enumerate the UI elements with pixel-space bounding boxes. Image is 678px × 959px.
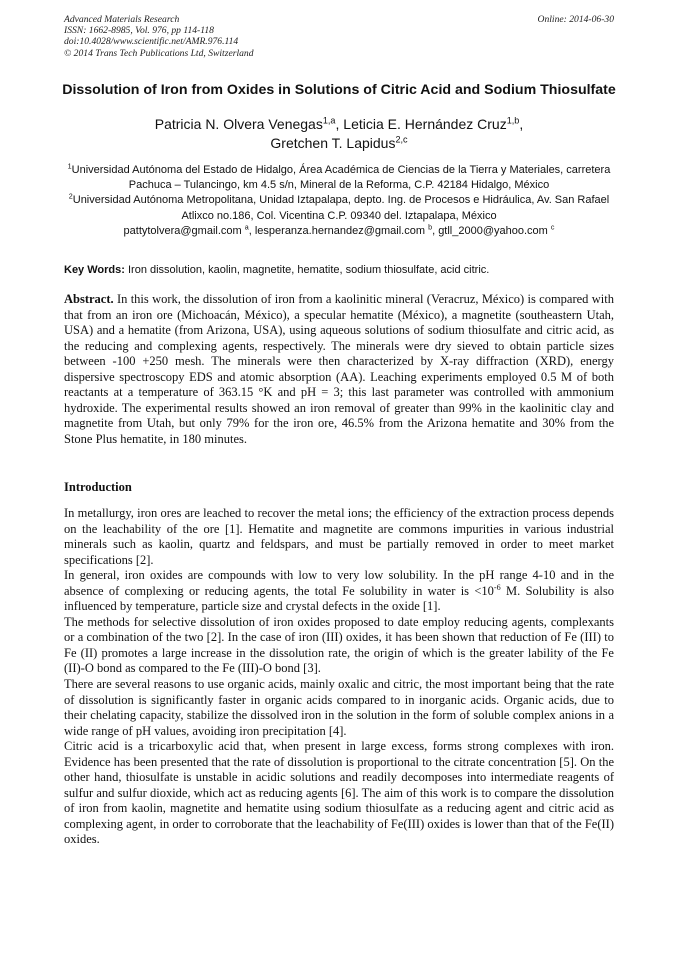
- abstract-text: In this work, the dissolution of iron from a kaolinitic mineral (Veracruz, México) is compared with that from an iron ore (Michoacán, México), a specular hematite (México), a magnetite (southeastern Utah, USA) and a hematite (from Arizona, USA), using aqueous solutions of sodium thiosulfate and citric acid, as the reducing and complexing agents, respectively. The minerals were dry sieved to obtain particle sizes between -100 +250 mesh. The minerals were then characterized by X-ray diffraction (XRD), energy dispersive spectroscopy EDS and atomic absorption (AA). Leaching experiments employed 0.5 M of both reactants at a temperature of 363.15 °K and pH = 3; this last parameter was controlled with ammonium hydroxide. The experimental results showed an iron removal of greater than 99% in the kaolinitic clay and magnetite from Utah, but only 79% for the iron ore, 46.5% from the Arizona hematite and 30% from the Stone Plus hematite, in 180 minutes.: [64, 292, 614, 446]
- running-header: [64, 14, 614, 59]
- author-list: Patricia N. Olvera Venegas$^{1,a}$, Leticia E. Hernández Cruz$^{1,b}$, Gretchen T. Lapidus$^{2,c}$: [154, 115, 524, 151]
- author-name: Leticia E. Hernández Cruz: [343, 116, 507, 132]
- author-affil-sup: 1,a: [322, 115, 336, 126]
- affiliation-1: $^1$Universidad Autónoma del Estado de Hidalgo, Área Académica de Ciencias de la Tierra y Materiales, carretera Pachuca – Tulancingo, km 4.5 s/n, Mineral de la Reforma, C.P. 42184 Hidalgo, México: [67, 162, 611, 192]
- author-affil-sup: 1,b: [506, 115, 520, 126]
- copyright-line: © 2014 Trans Tech Publications Ltd, Switzerland: [64, 47, 254, 59]
- doi-line: doi:10.4028/www.scientific.net/AMR.976.114: [64, 36, 239, 48]
- keywords: [64, 263, 614, 277]
- email-link[interactable]: pattytolvera@gmail.com: [123, 224, 242, 237]
- author-name: Patricia N. Olvera Venegas: [154, 116, 323, 132]
- paper-title: Dissolution of Iron from Oxides in Solutions of Citric Acid and Sodium Thiosulfate: [62, 82, 616, 98]
- author-name: Gretchen T. Lapidus: [270, 135, 396, 151]
- paragraph: The methods for selective dissolution of iron oxides proposed to date employ reducing agents, complexants or a combination of the two [2]. In the case of iron (III) oxides, it has been shown that reduction of Fe (III) to Fe (II) promotes a large increase in the dissolution rate, the origin of which is the greater lability of the Fe (II)-O bond as compared to the Fe (III)-O bond [3].: [64, 614, 614, 676]
- affiliation-2: $^2$Universidad Autónoma Metropolitana, Unidad Iztapalapa, depto. Ing. de Procesos e Hidráulica, Av. San Rafael Atlixco no.186, Col. Vicentina C.P. 09340 del. Iztapalapa, México: [68, 192, 610, 222]
- paragraph: Citric acid is a tricarboxylic acid that, when present in large excess, forms strong complexes with iron. Evidence has been presented that the rate of dissolution is proportional to the citrate concentration [5]. On the other hand, thiosulfate is unstable in acidic solutions and readily decomposes into intermediate reagents of sulfur and sulfur dioxide, which act as reducing agents [6]. The aim of this work is to compare the dissolution of iron from kaolin, magnetite and hematite using sodium thiosulfate as a reducing agent and citric acid as complexing agent, in order to corroborate that the leachability of Fe(III) oxides is lower than that of the Fe(II) oxides.: [64, 739, 614, 847]
- email-line: pattytolvera@gmail.com $^a$, lesperanza.hernandez@gmail.com $^b$, gtll_2000@yahoo.com $^c$: [123, 223, 555, 237]
- online-date: Online: 2014-06-30: [537, 14, 614, 25]
- keywords-label: Key Words:: [64, 264, 125, 276]
- abstract-label: Abstract.: [64, 292, 114, 306]
- email-link[interactable]: lesperanza.hernandez@gmail.com: [254, 224, 426, 237]
- paragraph: There are several reasons to use organic acids, mainly oxalic and citric, the most important being that the rate of dissolution is significantly faster in organic acids compared to in inorganic acids. Organic acids, due to their chelating capacity, stabilize the dissolved iron in the solution in the form of soluble complex anions in a wide range of pH values, avoiding iron precipitation [4].: [64, 677, 614, 738]
- abstract: [64, 292, 614, 447]
- journal-name: Advanced Materials Research: [64, 14, 180, 25]
- introduction-body: [64, 506, 614, 848]
- section-heading-introduction: Introduction: [64, 480, 132, 494]
- keywords-text: Iron dissolution, kaolin, magnetite, hematite, sodium thiosulfate, acid citric.: [127, 264, 490, 276]
- affiliations: [60, 163, 618, 239]
- author-affil-sup: 2,c: [395, 134, 408, 145]
- email-link[interactable]: gtll_2000@yahoo.com: [438, 224, 548, 237]
- issn-line: ISSN: 1662-8985, Vol. 976, pp 114-118: [64, 25, 214, 37]
- paragraph: In metallurgy, iron ores are leached to recover the metal ions; the efficiency of the extraction process depends on the leachability of the ore [1]. Hematite and magnetite are commons impurities in various industrial minerals such as kaolin, quartz and feldspars, and must be partially removed in order to meet market specifications [2].: [64, 506, 614, 567]
- paragraph: In general, iron oxides are compounds with low to very low solubility. In the pH range 4-10 and in the absence of complexing or reducing agents, the total Fe solubility in water is $<10^{-6}$ M. Solubility is also influenced by temperature, particle size and crystal defects in the oxide [1].: [64, 568, 614, 614]
